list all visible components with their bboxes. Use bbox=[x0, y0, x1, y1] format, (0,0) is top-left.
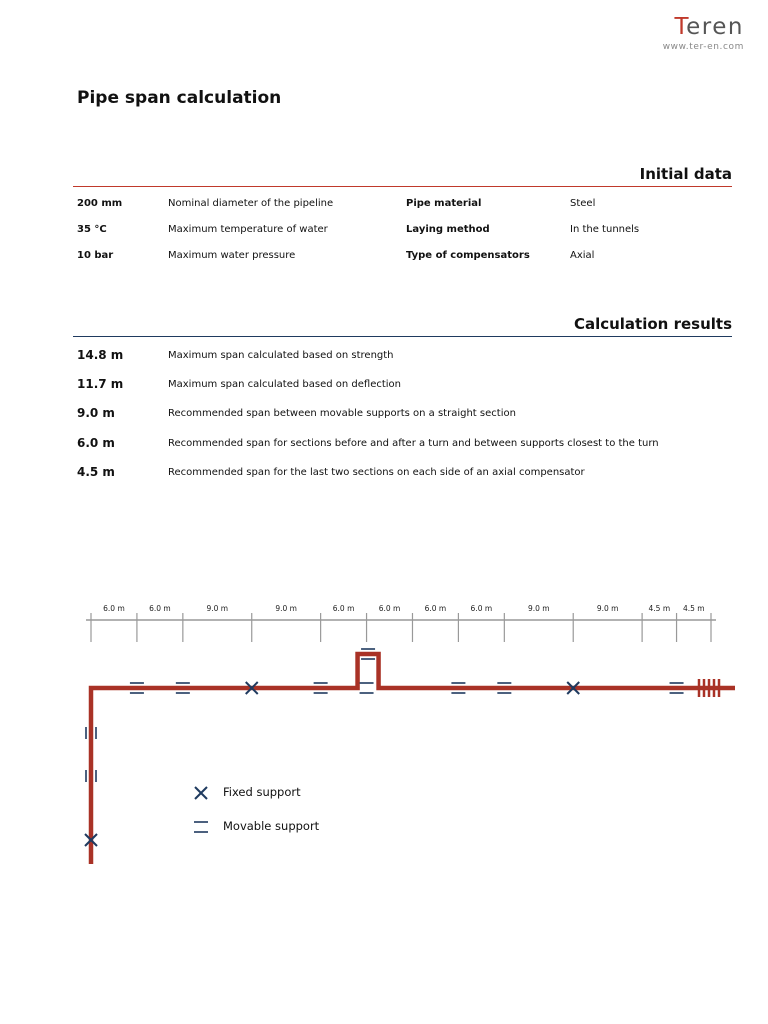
param-label-value: Steel bbox=[570, 198, 596, 209]
pipeline bbox=[91, 654, 735, 864]
span-label: 9.0 m bbox=[527, 604, 550, 613]
brand-name-initial: T bbox=[674, 14, 687, 40]
param-label-value: Axial bbox=[570, 250, 595, 261]
param-description: Maximum water pressure bbox=[168, 250, 296, 261]
result-description: Maximum span calculated based on strength bbox=[168, 350, 394, 361]
result-description: Recommended span for the last two sections on each side of an axial compensator bbox=[168, 467, 585, 478]
pipe-route bbox=[91, 654, 735, 864]
result-value: 4.5 m bbox=[77, 465, 115, 479]
span-label: 9.0 m bbox=[275, 604, 297, 613]
initial-data-heading: Initial data bbox=[639, 165, 732, 183]
initial-data-divider bbox=[73, 186, 732, 187]
brand-name bbox=[663, 14, 744, 40]
pipe-supports bbox=[85, 649, 684, 846]
span-label: 9.0 m bbox=[206, 604, 229, 613]
legend-movable-icon bbox=[194, 822, 208, 832]
span-label: 6.0 m bbox=[424, 604, 447, 613]
param-label: Pipe material bbox=[406, 198, 482, 209]
param-value: 200 mm bbox=[77, 198, 123, 209]
result-description: Maximum span calculated based on deflection bbox=[168, 379, 402, 390]
param-value: 10 bar bbox=[77, 250, 114, 261]
param-description: Maximum temperature of water bbox=[168, 224, 328, 235]
results-divider bbox=[73, 336, 732, 337]
legend-fixed-label: Fixed support bbox=[223, 785, 301, 799]
span-label: 6.0 m bbox=[378, 604, 401, 613]
pipe-span-diagram bbox=[0, 590, 768, 880]
result-value: 9.0 m bbox=[77, 406, 115, 420]
span-label: 4.5 m bbox=[648, 604, 671, 613]
result-description: Recommended span for sections before and after a turn and between supports closest to the turn bbox=[168, 438, 659, 449]
param-value: 35 °C bbox=[77, 224, 107, 235]
span-label: 6.0 m bbox=[332, 604, 355, 613]
span-label: 6.0 m bbox=[103, 604, 125, 613]
legend-fixed-icon bbox=[195, 787, 207, 799]
param-label: Type of compensators bbox=[406, 250, 530, 261]
span-label: 6.0 m bbox=[149, 604, 171, 613]
result-value: 11.7 m bbox=[77, 377, 124, 391]
results-heading: Calculation results bbox=[573, 315, 732, 333]
brand-url: www.ter-en.com bbox=[662, 42, 744, 52]
brand-logo bbox=[663, 14, 744, 52]
page-title: Pipe span calculation bbox=[77, 88, 282, 108]
result-value: 6.0 m bbox=[77, 436, 115, 450]
span-label: 6.0 m bbox=[470, 604, 493, 613]
legend-movable-label: Movable support bbox=[223, 819, 320, 833]
span-label: 4.5 m bbox=[682, 604, 705, 613]
movable-support-icon bbox=[360, 683, 374, 693]
brand-name-rest: eren bbox=[686, 14, 744, 40]
result-value: 14.8 m bbox=[77, 348, 124, 362]
result-description: Recommended span between movable supports on a straight section bbox=[168, 408, 516, 419]
param-label: Laying method bbox=[406, 224, 490, 235]
span-label: 9.0 m bbox=[596, 604, 619, 613]
param-description: Nominal diameter of the pipeline bbox=[168, 198, 334, 209]
span-ruler bbox=[86, 604, 716, 642]
param-label-value: In the tunnels bbox=[570, 224, 640, 235]
